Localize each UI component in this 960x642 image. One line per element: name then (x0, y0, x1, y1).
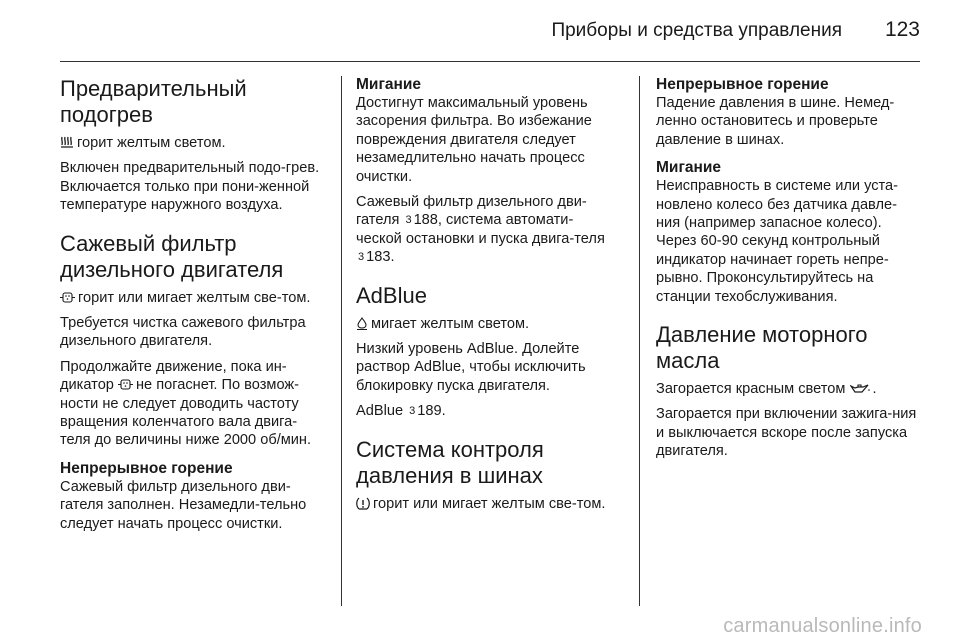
preheat-desc: Включен предварительный подо-грев. Включается только при пони-женной температуре наружного воздуха. (60, 160, 320, 214)
subheading-flashing-dpf: Мигание (356, 76, 422, 93)
dpf-continuous-desc: Сажевый фильтр дизельного дви-гателя заполнен. Незамедли-тельно следует начать процесс очистки. (60, 478, 307, 532)
adblue-icon (356, 317, 368, 330)
page-ref-arrow-icon: 3 (409, 405, 416, 418)
watermark: carmanualsonline.info (723, 615, 922, 637)
diesel-particulate-filter-icon (60, 291, 75, 304)
heading-preheat: Предварительный подогрев (60, 76, 247, 127)
column-2 (356, 76, 618, 520)
glow-plug-icon (60, 136, 74, 149)
column-3 (656, 76, 918, 468)
subheading-continuous-tpms: Непрерывное горение (656, 76, 829, 93)
dpf-advice: Продолжайте движение, пока ин-дикатор не погаснет. По возмож-ности не следует доводить частоту вращения коленчатого вала двига-теля до величины ниже 2000 об/мин. (60, 358, 312, 449)
page-ref-arrow-icon: 3 (358, 251, 365, 264)
subheading-flashing-tpms: Мигание (656, 159, 722, 177)
column-divider-2 (639, 76, 640, 606)
page-header (0, 0, 960, 60)
header-divider (60, 61, 920, 62)
column-divider-1 (341, 76, 342, 606)
subheading-continuous-dpf: Непрерывное горение (60, 459, 233, 477)
tpms-flashing-desc: Неисправность в системе или уста-новлено колесо без датчика давле-ния (например запасное колесо). Через 60-90 секунд контрольный индикатор начинает гореть непре-рывно. Проконсультируйтесь на станции техобслуживания. (656, 178, 899, 305)
page-number: 123 (884, 18, 920, 41)
column-1 (60, 76, 322, 540)
dpf-flashing-desc: Достигнут максимальный уровень засорения фильтра. Во избежание повреждения двигателя следует незамедлительно начать процесс очистки. (356, 95, 592, 185)
heading-oil-pressure: Давление моторного масла (656, 322, 868, 374)
oil-desc: Загорается при включении зажига-ния и выключается вскоре после запуска двигателя. (656, 406, 917, 460)
dpf-references: Сажевый фильтр дизельного дви-гателя 3 188, система автомати-ческой остановки и пуска двига-теля 3 183. (356, 194, 605, 266)
page-ref-arrow-icon: 3 (405, 214, 412, 227)
oil-can-icon (850, 383, 870, 395)
heading-tpms: Система контроля давления в шинах (356, 436, 544, 488)
adblue-reference: AdBlue 3 189. (356, 403, 446, 420)
header-title: Приборы и средства управления (551, 20, 842, 41)
preheat-status: горит желтым светом. (60, 134, 322, 152)
tpms-continuous-desc: Падение давления в шине. Немед-ленно остановитесь и проверьте давление в шинах. (656, 95, 895, 148)
dpf-status: горит или мигает желтым све-том. (60, 289, 322, 307)
diesel-particulate-filter-icon (118, 378, 133, 391)
adblue-desc: Низкий уровень AdBlue. Долейте раствор AdBlue, чтобы исключить блокировку пуска двигателя. (356, 341, 586, 394)
tire-pressure-icon (356, 497, 370, 510)
oil-status: Загорается красным светом . (656, 381, 877, 398)
heading-adblue: AdBlue (356, 282, 427, 308)
adblue-status: мигает желтым светом. (356, 315, 618, 333)
tpms-status: горит или мигает желтым све-том. (356, 495, 618, 513)
heading-dpf: Сажевый фильтр дизельного двигателя (60, 230, 284, 282)
dpf-desc: Требуется чистка сажевого фильтра дизельного двигателя. (60, 315, 306, 350)
